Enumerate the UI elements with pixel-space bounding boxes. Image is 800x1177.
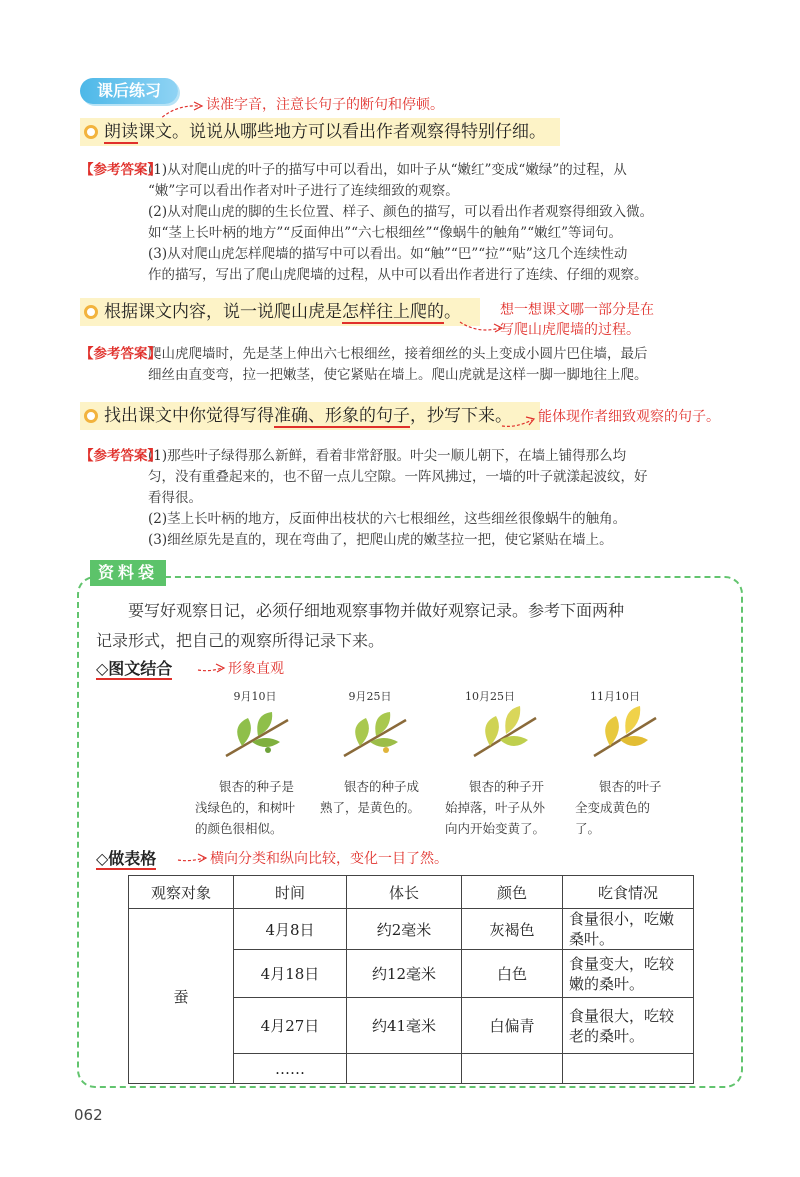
table-cell: 白色 xyxy=(462,950,563,998)
table-cell: 4月27日 xyxy=(234,998,347,1054)
annotation-note-5: 横向分类和纵向比较，变化一目了然。 xyxy=(210,851,448,867)
observation-table xyxy=(128,875,694,1084)
answer-line: (2)茎上长叶柄的地方，反面伸出枝状的六七根细丝，这些细丝很像蜗牛的触角。 xyxy=(148,511,627,527)
ginkgo-branch-image-1 xyxy=(222,706,292,762)
table-header-row xyxy=(129,876,694,909)
answer-label: 【参考答案】 xyxy=(80,162,161,178)
question-3-bar xyxy=(80,402,540,430)
question-1-bar xyxy=(80,118,560,146)
answer-line: 匀，没有重叠起来的，也不留一点儿空隙。一阵风拂过，一墙的叶子就漾起波纹，好 xyxy=(148,469,648,485)
ginkgo-branch-image-4 xyxy=(590,700,660,762)
answer-line: (3)从对爬山虎怎样爬墙的描写中可以看出。如“触”“巴”“拉”“贴”这几个连续性动 xyxy=(148,246,628,262)
annotation-note-2: 想一想课文哪一部分是在 写爬山虎爬墙的过程。 xyxy=(500,302,654,338)
table-cell: 4月8日 xyxy=(234,909,347,950)
answer-label: 【参考答案】 xyxy=(80,346,161,362)
data-bag-tag: 资料袋 xyxy=(90,560,166,586)
question-1-text: 朗读课文。说说从哪些地方可以看出作者观察得特别仔细。 xyxy=(104,122,546,142)
table-header-cell: 吃食情况 xyxy=(563,876,694,909)
table-cell: 约2毫米 xyxy=(347,909,462,950)
table-cell: 约12毫米 xyxy=(347,950,462,998)
leaf-date-2: 9月25日 xyxy=(348,690,392,703)
data-bag-intro: 要写好观察日记，必须仔细地观察事物并做好观察记录。参考下面两种 记录形式，把自己的观察所得记录下来。 xyxy=(96,601,625,650)
question-bullet-icon xyxy=(84,305,98,319)
answer-label: 【参考答案】 xyxy=(80,448,161,464)
annotation-note-1: 读准字音，注意长句子的断句和停顿。 xyxy=(206,97,444,113)
annotation-arrow xyxy=(176,850,210,866)
answer-line: 看得很。 xyxy=(148,490,202,506)
question-3-text: 找出课文中你觉得写得准确、形象的句子，抄写下来。 xyxy=(104,406,512,426)
question-bullet-icon xyxy=(84,125,98,139)
annotation-arrow xyxy=(500,412,540,432)
table-row xyxy=(129,909,694,950)
table-cell: 食量变大，吃较嫩的桑叶。 xyxy=(563,950,694,998)
answer-line: 如“茎上长叶柄的地方”“反面伸出”“六七根细丝”“像蜗牛的触角”“嫩红”等词句。 xyxy=(148,225,623,241)
table-cell: 白偏青 xyxy=(462,998,563,1054)
table-cell xyxy=(462,1054,563,1084)
leaf-date-3: 10月25日 xyxy=(465,690,515,703)
table-header-cell: 颜色 xyxy=(462,876,563,909)
answer-line: (1)那些叶子绿得那么新鲜，看着非常舒服。叶尖一顺儿朝下，在墙上铺得那么均 xyxy=(148,448,627,464)
table-header-cell: 体长 xyxy=(347,876,462,909)
table-cell: 食量很小，吃嫩桑叶。 xyxy=(563,909,694,950)
answer-line: (3)细丝原先是直的，现在弯曲了，把爬山虎的嫩茎拉一把，使它紧贴在墙上。 xyxy=(148,532,613,548)
table-cell xyxy=(563,1054,694,1084)
question-2-bar xyxy=(80,298,480,326)
section-tag-exercises: 课后练习 xyxy=(80,78,178,104)
page-number: 062 xyxy=(74,1106,103,1124)
question-3-answer xyxy=(80,446,760,551)
leaf-caption-1: 银杏的种子是浅绿色的，和树叶的颜色很相似。 xyxy=(195,779,296,836)
answer-line: 爬山虎爬墙时，先是茎上伸出六七根细丝，接着细丝的头上变成小圆片巴住墙，最后 xyxy=(148,346,648,362)
leaf-caption-4: 银杏的叶子全变成黄色的了。 xyxy=(575,779,662,836)
table-header-cell: 时间 xyxy=(234,876,347,909)
answer-line: (2)从对爬山虎的脚的生长位置、样子、颜色的描写，可以看出作者观察得细致入微。 xyxy=(148,204,654,220)
question-2-text: 根据课文内容，说一说爬山虎是怎样往上爬的。 xyxy=(104,302,461,322)
ginkgo-branch-image-3 xyxy=(470,700,540,762)
answer-line: “嫩”字可以看出作者对叶子进行了连续细致的观察。 xyxy=(148,183,459,199)
question-2-answer xyxy=(80,344,760,386)
table-subject-cell: 蚕 xyxy=(129,909,234,1084)
table-cell xyxy=(347,1054,462,1084)
question-1-answer xyxy=(80,160,760,286)
leaf-date-4: 11月10日 xyxy=(590,690,640,703)
table-cell: …… xyxy=(234,1054,347,1084)
table-cell: 食量很大，吃较老的桑叶。 xyxy=(563,998,694,1054)
table-cell: 4月18日 xyxy=(234,950,347,998)
answer-line: 细丝由直变弯，拉一把嫩茎，使它紧贴在墙上。爬山虎就是这样一脚一脚地往上爬。 xyxy=(148,367,648,383)
annotation-note-4: 形象直观 xyxy=(228,661,284,677)
table-header-cell: 观察对象 xyxy=(129,876,234,909)
leaf-caption-3: 银杏的种子开始掉落，叶子从外向内开始变黄了。 xyxy=(445,779,546,836)
form-2-title: ◇做表格 xyxy=(96,849,157,868)
table-cell: 灰褐色 xyxy=(462,909,563,950)
answer-line: 作的描写，写出了爬山虎爬墙的过程，从中可以看出作者进行了连续、仔细的观察。 xyxy=(148,267,648,283)
ginkgo-branch-image-2 xyxy=(340,706,410,762)
annotation-note-3: 能体现作者细致观察的句子。 xyxy=(538,409,720,425)
annotation-arrow xyxy=(196,660,228,676)
answer-line: (1)从对爬山虎的叶子的描写中可以看出，如叶子从“嫩红”变成“嫩绿”的过程，从 xyxy=(148,162,627,178)
question-bullet-icon xyxy=(84,409,98,423)
leaf-date-1: 9月10日 xyxy=(233,690,277,703)
table-cell: 约41毫米 xyxy=(347,998,462,1054)
leaf-caption-2: 银杏的种子成熟了，是黄色的。 xyxy=(320,779,421,815)
form-1-title: ◇图文结合 xyxy=(96,659,173,678)
